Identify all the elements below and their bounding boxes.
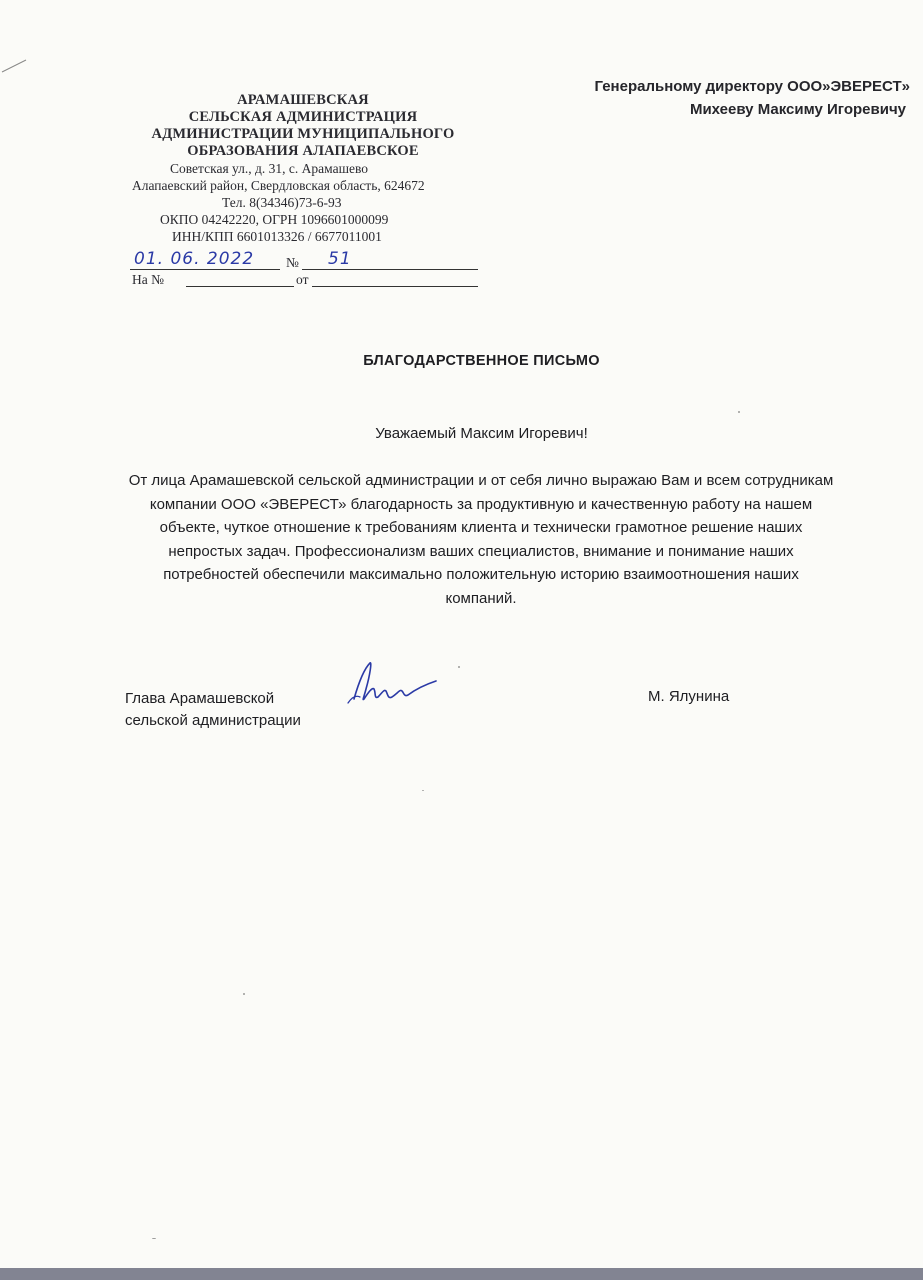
- signer-position-line-2: сельской администрации: [125, 712, 301, 729]
- greeting: Уважаемый Максим Игоревич!: [375, 425, 588, 442]
- outgoing-registration-row: [130, 249, 470, 272]
- number-label: №: [286, 255, 299, 270]
- document-title: БЛАГОДАРСТВЕННОЕ ПИСЬМО: [363, 353, 600, 369]
- addressee-position: Генеральному директору ООО»ЭВЕРЕСТ»: [594, 78, 910, 95]
- org-inn-kpp: ИНН/КПП 6601013326 / 6677011001: [172, 229, 382, 244]
- org-phone: Тел. 8(34346)73-6-93: [222, 195, 342, 210]
- addressee-block: [430, 75, 910, 121]
- scan-speck: [422, 790, 424, 791]
- signer-position-line-1: Глава Арамашевской: [125, 690, 275, 707]
- scan-bottom-edge: [0, 1268, 923, 1280]
- org-region: Алапаевский район, Свердловская область, 624672: [132, 178, 425, 193]
- org-name-line-2: СЕЛЬСКАЯ АДМИНИСТРАЦИЯ: [188, 109, 418, 125]
- org-address: Советская ул., д. 31, с. Арамашево: [170, 161, 369, 176]
- letter-body: От лица Арамашевской сельской администрации и от себя лично выражаю Вам и всем сотрудникам компании ООО «ЭВЕРЕСТ» благодарность за продуктивную и качественную работу на нашем объекте, чуткое отношение к требованиям клиента и технически грамотное решение наших непростых задач. Профессионализм ваших специалистов, внимание и понимание наших потребностей обеспечили максимально положительную историю взаимоотношения наших компаний.: [128, 472, 834, 607]
- reference-number-underline: [186, 272, 294, 287]
- reference-row: [130, 272, 470, 289]
- org-okpo-ogrn: ОКПО 04242220, ОГРН 1096601000099: [160, 212, 389, 227]
- org-name-line-3: АДМИНИСТРАЦИИ МУНИЦИПАЛЬНОГО: [151, 126, 455, 142]
- signer-name: М. Ялунина: [648, 688, 730, 705]
- scan-speck: [243, 993, 245, 995]
- org-name-line-1: АРАМАШЕВСКАЯ: [237, 92, 369, 108]
- handwritten-signature: [340, 655, 440, 715]
- scan-speck: [152, 1238, 156, 1239]
- addressee-name: Михееву Максиму Игоревичу: [689, 101, 906, 118]
- scan-speck: [738, 411, 740, 413]
- reference-date-label: от: [296, 272, 309, 287]
- reference-date-underline: [312, 272, 478, 287]
- handwritten-date: 01. 06. 2022: [134, 249, 255, 269]
- handwritten-number: 51: [328, 249, 352, 269]
- signer-position: [125, 688, 301, 732]
- reference-number-label: На №: [132, 272, 164, 287]
- scan-speck: [458, 666, 460, 668]
- letterhead: [118, 92, 488, 287]
- scan-mark: [0, 56, 30, 76]
- org-name-line-4: ОБРАЗОВАНИЯ АЛАПАЕВСКОЕ: [187, 143, 419, 159]
